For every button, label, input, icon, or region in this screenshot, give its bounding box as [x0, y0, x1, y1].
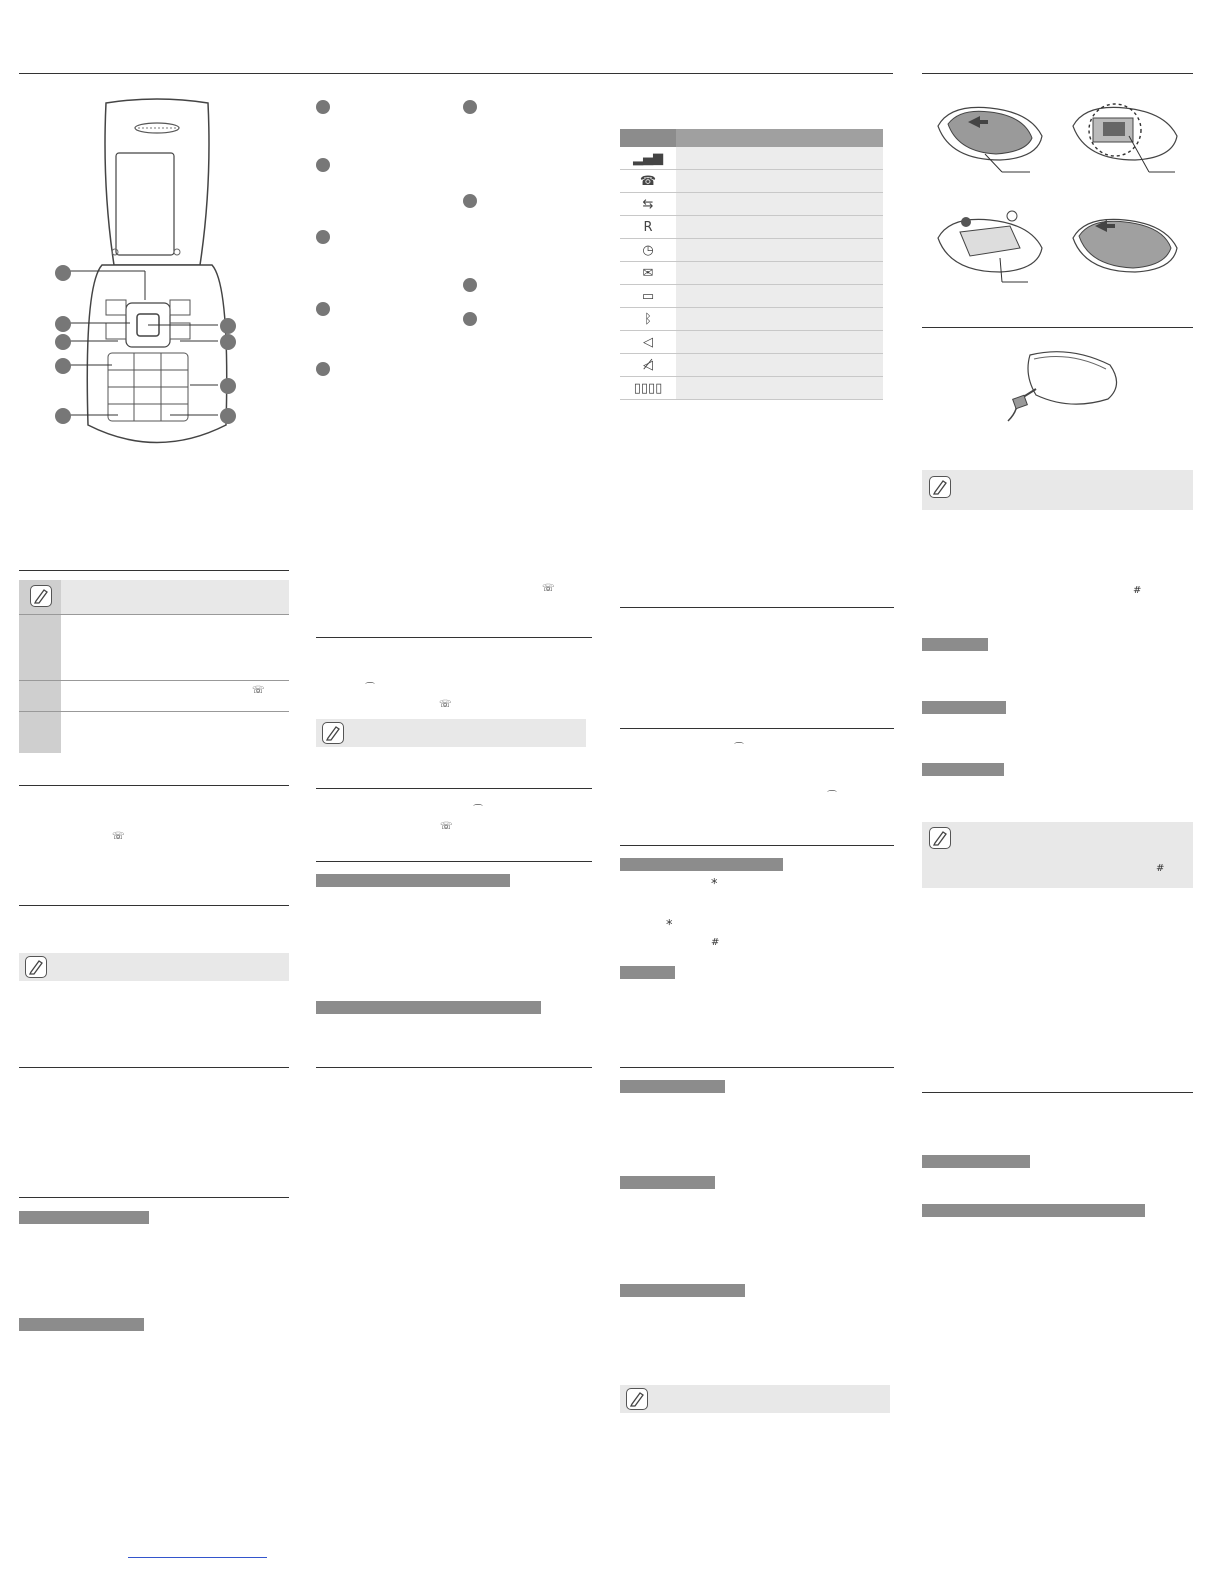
note-icon [25, 956, 47, 978]
callout-marker [55, 265, 71, 281]
star-key-icon: * [666, 918, 673, 933]
callout-marker [55, 316, 71, 332]
note-icon [30, 585, 52, 607]
section-rule [620, 1067, 894, 1068]
end-key-icon: ☏ [542, 583, 555, 594]
header-description-cell [676, 129, 883, 147]
silent-mode-icon: ◁̸ [620, 354, 676, 377]
icon-description [676, 216, 883, 239]
end-key-icon: ☏ [439, 699, 452, 710]
icon-description [676, 354, 883, 377]
voicemail-icon: ▭ [620, 285, 676, 308]
subsection-heading-bar [620, 1080, 725, 1093]
callout-marker [55, 334, 71, 350]
section-rule [316, 788, 592, 789]
section-rule [19, 1067, 289, 1068]
section-rule [922, 1092, 1193, 1093]
subsection-heading-bar [922, 1155, 1030, 1168]
battery-cover-replace-illustration [1065, 208, 1185, 278]
icon-description [676, 331, 883, 354]
callout-marker [220, 318, 236, 334]
bullet-marker [316, 302, 330, 316]
section-rule [316, 861, 592, 862]
subsection-heading-bar [316, 1001, 541, 1014]
bullet-marker [316, 230, 330, 244]
subsection-heading-bar [620, 966, 675, 979]
section-rule [620, 728, 894, 729]
icon-description [676, 239, 883, 262]
end-key-icon: ☏ [112, 831, 125, 842]
note-icon [929, 827, 951, 849]
phone-front-illustration [40, 95, 270, 455]
subsection-heading-bar [620, 1284, 745, 1297]
note-icon [626, 1388, 648, 1410]
table-row-divider [19, 614, 289, 615]
table-row [620, 354, 883, 377]
call-diverting-icon: ⇆ [620, 193, 676, 216]
callout-marker [55, 358, 71, 374]
note-box [922, 822, 1193, 888]
call-key-icon: ⌒ [365, 683, 375, 694]
alarm-icon: ◷ [620, 239, 676, 262]
bullet-marker [463, 100, 477, 114]
callout-marker [220, 378, 236, 394]
bullet-marker [316, 362, 330, 376]
icon-description [676, 193, 883, 216]
table-row [620, 193, 883, 216]
end-key-icon: ☏ [252, 685, 265, 696]
note-box [620, 1385, 890, 1413]
table-note-row [61, 580, 289, 614]
subsection-heading-bar [19, 1318, 144, 1331]
call-key-icon: ⌒ [473, 805, 483, 816]
section-rule [316, 637, 592, 638]
subsection-heading-bar [316, 874, 510, 887]
section-rule [316, 1067, 592, 1068]
table-row [61, 615, 289, 680]
top-rule-left [19, 73, 893, 74]
section-rule [620, 845, 894, 846]
table-row [620, 331, 883, 354]
callout-marker [220, 408, 236, 424]
indicator-icon-table [620, 129, 883, 400]
bullet-marker [463, 278, 477, 292]
bullet-marker [463, 312, 477, 326]
callout-marker [55, 408, 71, 424]
subsection-heading-bar [620, 858, 783, 871]
new-message-icon: ✉ [620, 262, 676, 285]
table-row [620, 308, 883, 331]
table-row [620, 216, 883, 239]
section-rule [19, 785, 289, 786]
table-header-row [620, 129, 883, 147]
note-icon [322, 722, 344, 744]
icon-description [676, 147, 883, 170]
charger-connect-illustration [1000, 345, 1130, 425]
hash-key-icon: # [1156, 863, 1165, 874]
table-row-divider [19, 680, 289, 681]
section-rule [620, 607, 894, 608]
call-key-icon: ⌒ [827, 791, 837, 802]
section-rule [19, 570, 289, 571]
subsection-heading-bar [922, 638, 988, 651]
bullet-marker [463, 194, 477, 208]
icon-description [676, 262, 883, 285]
end-key-icon: ☏ [440, 821, 453, 832]
icon-description [676, 285, 883, 308]
icon-description [676, 377, 883, 400]
header-icon-cell [620, 129, 676, 147]
roaming-icon: R [620, 216, 676, 239]
signal-strength-icon: ▂▄▆ [620, 147, 676, 170]
battery-insert-illustration [930, 208, 1050, 288]
note-box [19, 953, 289, 981]
subsection-heading-bar [922, 701, 1006, 714]
bluetooth-icon: ᛒ [620, 308, 676, 331]
star-key-icon: * [711, 877, 718, 892]
sim-card-insert-illustration [1065, 96, 1185, 176]
table-row-divider [19, 711, 289, 712]
table-row [620, 262, 883, 285]
subsection-heading-bar [922, 763, 1004, 776]
icon-description [676, 170, 883, 193]
bullet-marker [316, 158, 330, 172]
note-box [922, 470, 1193, 510]
table-row [620, 285, 883, 308]
top-rule-right [922, 73, 1193, 74]
table-row [620, 170, 883, 193]
table-row [620, 377, 883, 400]
table-row [61, 712, 289, 753]
footer-link[interactable] [128, 1557, 267, 1558]
callout-marker [220, 334, 236, 350]
bullet-marker [316, 100, 330, 114]
speaker-icon: ◁ [620, 331, 676, 354]
note-icon [929, 476, 951, 498]
note-box [316, 719, 586, 747]
icon-description [676, 308, 883, 331]
section-rule [922, 327, 1193, 328]
call-key-icon: ⌒ [734, 743, 744, 754]
hash-key-icon: # [1133, 585, 1142, 596]
subsection-heading-bar [620, 1176, 715, 1189]
section-rule [19, 1197, 289, 1198]
hash-key-icon: # [711, 937, 720, 948]
table-row [620, 239, 883, 262]
battery-icon: ▯▯▯▯ [620, 377, 676, 400]
battery-cover-removal-illustration [930, 96, 1050, 176]
subsection-heading-bar [922, 1204, 1145, 1217]
table-row [620, 147, 883, 170]
section-rule [19, 905, 289, 906]
subsection-heading-bar [19, 1211, 149, 1224]
call-in-progress-icon: ☎ [620, 170, 676, 193]
